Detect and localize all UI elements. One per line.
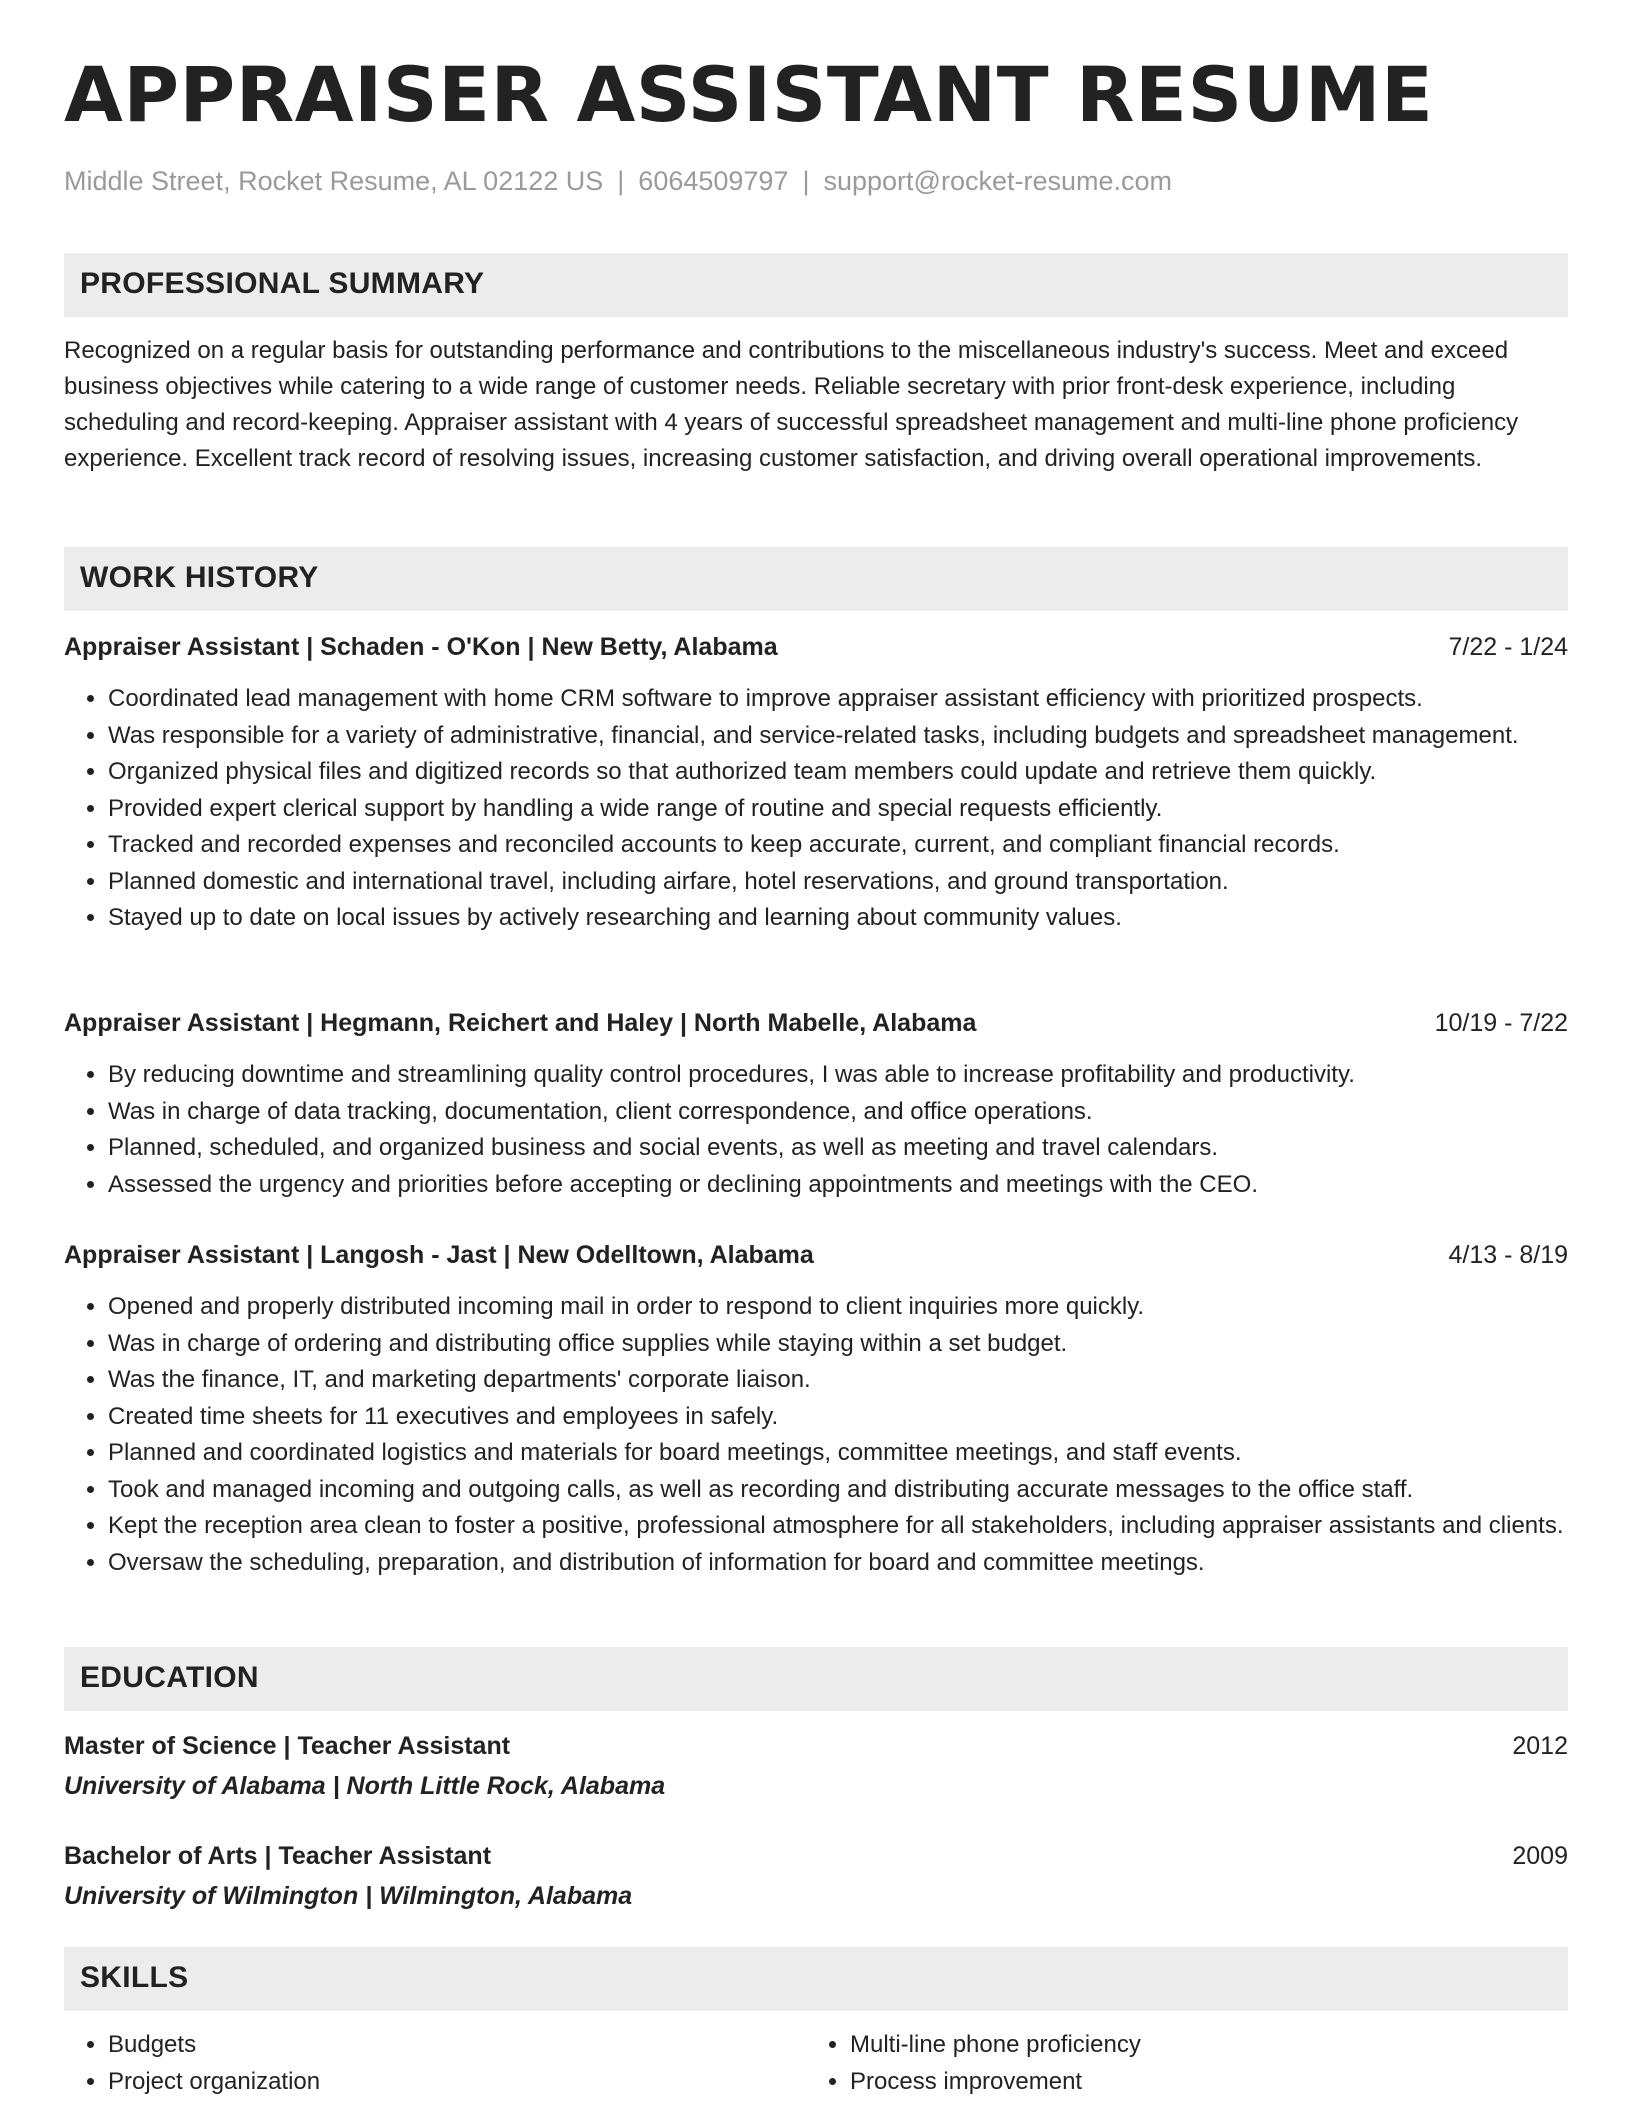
skills-list-right — [806, 2027, 1546, 2100]
education-heading — [64, 1838, 1568, 1874]
job-bullet: • Oversaw the scheduling, preparation, and distribution of information for board and committee meetings. — [108, 1545, 1568, 1582]
job-heading — [64, 1237, 1568, 1273]
section-title: SKILLS — [80, 1961, 189, 1994]
education-heading — [64, 1728, 1568, 1764]
job-bullet: • Created time sheets for 11 executives and employees in safely. — [108, 1399, 1568, 1436]
job-title: Appraiser Assistant | Schaden - O'Kon | New Betty, Alabama — [64, 633, 778, 661]
contact-separator: | — [802, 166, 810, 196]
job-dates: 10/19 - 7/22 — [1434, 1009, 1568, 1037]
education-year: 2009 — [1512, 1842, 1568, 1870]
section-header-skills — [64, 1947, 1568, 2011]
job-bullet: • Planned, scheduled, and organized business and social events, as well as meeting and travel calendars. — [108, 1130, 1568, 1167]
section-header-education — [64, 1647, 1568, 1711]
summary-paragraph: Recognized on a regular basis for outstanding performance and contributions to the miscellaneous industry's success. Meet and exceed business objectives while catering to a wide range of customer needs. Reliable secretary with prior front-desk experience, including scheduling and record-keeping. Appraiser assistant with 4 years of successful spreadsheet management and multi-line phone proficiency experience. Excellent track record of resolving issues, increasing customer satisfaction, and driving overall operational improvements. — [64, 337, 1519, 472]
education-school: University of Wilmington | Wilmington, Alabama — [64, 1882, 633, 1910]
education-degree: Bachelor of Arts | Teacher Assistant — [64, 1842, 492, 1870]
job-dates: 7/22 - 1/24 — [1448, 633, 1568, 661]
contact-separator: | — [617, 166, 625, 196]
education-year: 2012 — [1512, 1732, 1568, 1760]
job-title: Appraiser Assistant | Langosh - Jast | New Odelltown, Alabama — [64, 1241, 814, 1269]
job-bullet: • Was the finance, IT, and marketing departments' corporate liaison. — [108, 1362, 1568, 1399]
job-bullet-list — [64, 1057, 1568, 1203]
job-bullet: • Provided expert clerical support by handling a wide range of routine and special requests efficiently. — [108, 791, 1568, 828]
skill-item: • Multi-line phone proficiency — [850, 2027, 1546, 2064]
job-bullet: • Organized physical files and digitized records so that authorized team members could update and retrieve them quickly. — [108, 754, 1568, 791]
job-bullet-list — [64, 681, 1568, 937]
job-bullet: • Was responsible for a variety of administrative, financial, and service-related tasks, including budgets and spreadsheet management. — [108, 718, 1568, 755]
section-title: WORK HISTORY — [80, 561, 319, 594]
job-title: Appraiser Assistant | Hegmann, Reichert and Haley | North Mabelle, Alabama — [64, 1009, 977, 1037]
job-bullet: • Opened and properly distributed incoming mail in order to respond to client inquiries more quickly. — [108, 1289, 1568, 1326]
job-heading — [64, 1005, 1568, 1041]
section-title: EDUCATION — [80, 1661, 259, 1694]
contact-phone: 6064509797 — [638, 166, 789, 196]
contact-line — [64, 166, 1172, 197]
section-header-summary — [64, 253, 1568, 317]
job-bullet: • By reducing downtime and streamlining quality control procedures, I was able to increase profitability and productivity. — [108, 1057, 1568, 1094]
skill-item: • Process improvement — [850, 2064, 1546, 2101]
job-bullet: • Took and managed incoming and outgoing calls, as well as recording and distributing accurate messages to the office staff. — [108, 1472, 1568, 1509]
job-bullet: • Kept the reception area clean to foster a positive, professional atmosphere for all stakeholders, including appraiser assistants and clients. — [108, 1508, 1568, 1545]
job-bullet-list — [64, 1289, 1568, 1581]
section-title: PROFESSIONAL SUMMARY — [80, 267, 485, 300]
job-bullet: • Planned and coordinated logistics and materials for board meetings, committee meetings, and staff events. — [108, 1435, 1568, 1472]
skill-item: • Budgets — [108, 2027, 804, 2064]
job-bullet: • Planned domestic and international travel, including airfare, hotel reservations, and ground transportation. — [108, 864, 1568, 901]
job-bullet: • Stayed up to date on local issues by actively researching and learning about community values. — [108, 900, 1568, 937]
section-header-work-history — [64, 547, 1568, 611]
contact-address: Middle Street, Rocket Resume, AL 02122 US — [64, 166, 604, 196]
contact-email: support@rocket-resume.com — [823, 166, 1173, 196]
job-bullet: • Was in charge of data tracking, documentation, client correspondence, and office operations. — [108, 1094, 1568, 1131]
skill-item: • Project organization — [108, 2064, 804, 2101]
job-bullet: • Was in charge of ordering and distributing office supplies while staying within a set budget. — [108, 1326, 1568, 1363]
job-bullet: • Coordinated lead management with home CRM software to improve appraiser assistant efficiency with prioritized prospects. — [108, 681, 1568, 718]
job-bullet: • Tracked and recorded expenses and reconciled accounts to keep accurate, current, and compliant financial records. — [108, 827, 1568, 864]
skills-list-left — [64, 2027, 804, 2100]
education-school: University of Alabama | North Little Rock, Alabama — [64, 1772, 666, 1800]
education-degree: Master of Science | Teacher Assistant — [64, 1732, 511, 1760]
resume-title: APPRAISER ASSISTANT RESUME — [64, 50, 1434, 139]
job-bullet: • Assessed the urgency and priorities before accepting or declining appointments and meetings with the CEO. — [108, 1167, 1568, 1204]
job-heading — [64, 629, 1568, 665]
job-dates: 4/13 - 8/19 — [1448, 1241, 1568, 1269]
